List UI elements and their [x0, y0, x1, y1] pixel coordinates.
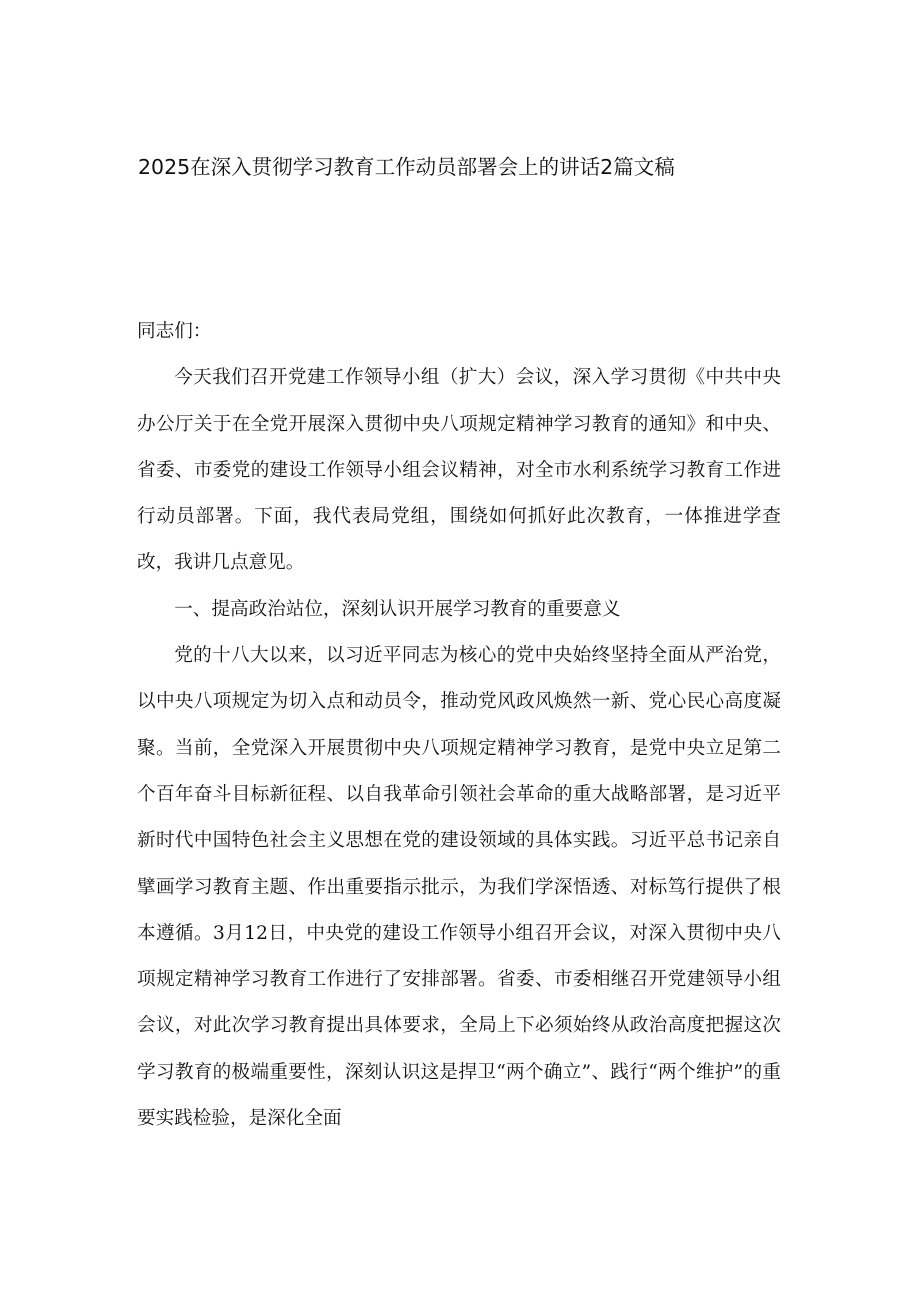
paragraph-intro: 今天我们召开党建工作领导小组（扩大）会议，深入学习贯彻《中共中央办公厅关于在全党开展深入贯彻中央八项规定精神学习教育的通知》和中央、省委、市委党的建设工作领导小组会议精神，对全市水利系统学习教育工作进行动员部署。下面，我代表局党组，围绕如何抓好此次教育，一体推进学查改，我讲几点意见。	[137, 367, 781, 574]
paragraph-section-1: 党的十八大以来，以习近平同志为核心的党中央始终坚持全面从严治党，以中央八项规定为切入点和动员令，推动党风政风焕然一新、党心民心高度凝聚。当前，全党深入开展贯彻中央八项规定精神学习教育，是党中央立足第二个百年奋斗目标新征程、以自我革命引领社会革命的重大战略部署，是习近平新时代中国特色社会主义思想在党的建设领域的具体实践。习近平总书记亲自擘画学习教育主题、作出重要指示批示，为我们学深悟透、对标笃行提供了根本遵循。3月12日，中央党的建设工作领导小组召开会议，对深入贯彻中央八项规定精神学习教育工作进行了安排部署。省委、市委相继召开党建领导小组会议，对此次学习教育提出具体要求，全局上下必须始终从政治高度把握这次学习教育的极端重要性，深刻认识这是捍卫“两个确立”、践行“两个维护”的重要实践检验，是深化全面	[137, 645, 781, 1130]
document-body	[137, 309, 781, 1142]
section-heading-1: 一、提高政治站位，深刻认识开展学习教育的重要意义	[174, 598, 621, 620]
salutation: 同志们：	[137, 321, 212, 342]
document-title: 2025在深入贯彻学习教育工作动员部署会上的讲话2篇文稿	[138, 155, 675, 179]
